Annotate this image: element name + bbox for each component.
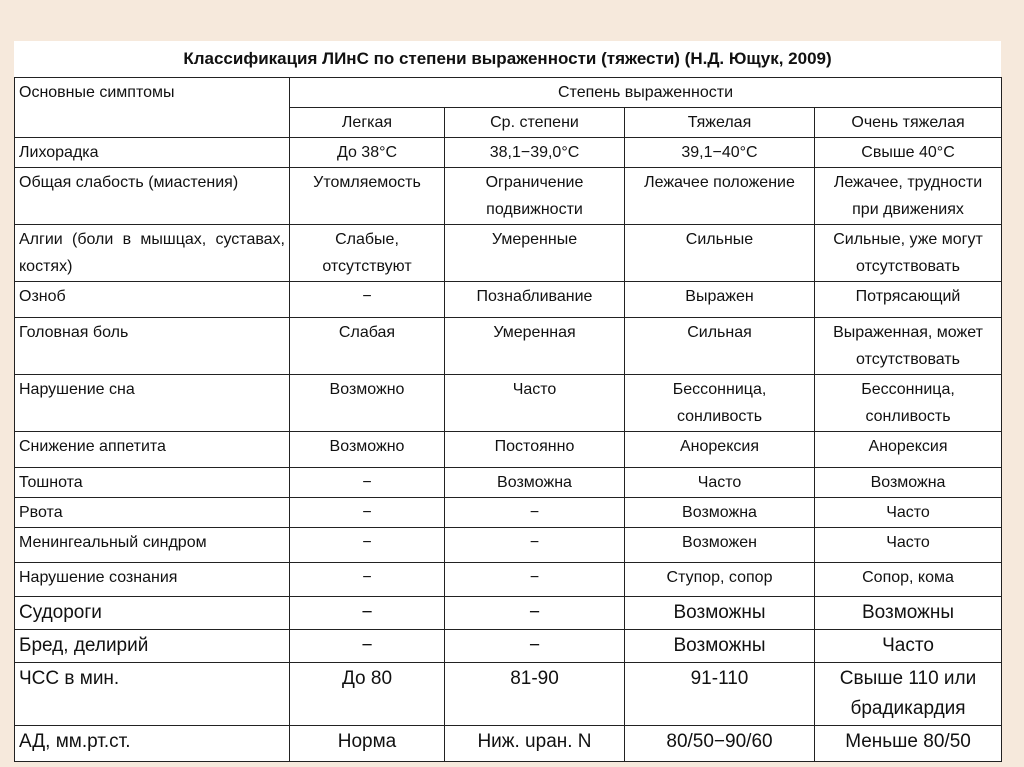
- symptom-cell: Нарушение сознания: [15, 563, 290, 597]
- value-cell: Сопор, кома: [815, 563, 1002, 597]
- value-cell: Возможна: [815, 468, 1002, 498]
- symptom-cell: Тошнота: [15, 468, 290, 498]
- value-cell: Возможна: [625, 498, 815, 528]
- value-cell: 91-110: [625, 663, 815, 726]
- value-cell: Утомляемость: [290, 168, 445, 225]
- table-row: [15, 282, 1002, 318]
- symptom-cell: Головная боль: [15, 318, 290, 375]
- symptom-cell: Рвота: [15, 498, 290, 528]
- value-cell: Ниж. uран. N: [445, 726, 625, 762]
- table-row: [15, 630, 1002, 663]
- value-cell: Анорексия: [815, 432, 1002, 468]
- value-cell: Анорексия: [625, 432, 815, 468]
- symptom-cell: Бред, делирий: [15, 630, 290, 663]
- value-cell: Сильная: [625, 318, 815, 375]
- level-header-very-severe: Очень тяжелая: [815, 108, 1002, 138]
- level-header-moderate: Ср. степени: [445, 108, 625, 138]
- value-cell: Умеренные: [445, 225, 625, 282]
- value-cell: Возможно: [290, 432, 445, 468]
- value-cell: Слабая: [290, 318, 445, 375]
- value-cell: Сильные, уже могут отсутствовать: [815, 225, 1002, 282]
- value-cell: Возможны: [625, 630, 815, 663]
- table-row: [15, 225, 1002, 282]
- table-row: [15, 138, 1002, 168]
- value-cell: Постоянно: [445, 432, 625, 468]
- symptom-cell: Озноб: [15, 282, 290, 318]
- table-row: [15, 168, 1002, 225]
- value-cell: Бессонница, сонливость: [815, 375, 1002, 432]
- symptom-cell: АД, мм.рт.ст.: [15, 726, 290, 762]
- symptom-cell: Алгии (боли в мышцах, суставах, костях): [15, 225, 290, 282]
- value-cell: Познабливание: [445, 282, 625, 318]
- value-cell: Слабые, отсутствуют: [290, 225, 445, 282]
- value-cell: Сильные: [625, 225, 815, 282]
- value-cell: −: [290, 528, 445, 563]
- table-row: [15, 563, 1002, 597]
- table-row: [15, 432, 1002, 468]
- symptom-cell: Снижение аппетита: [15, 432, 290, 468]
- symptom-cell: Лихорадка: [15, 138, 290, 168]
- table-row: [15, 663, 1002, 726]
- value-cell: 39,1−40°С: [625, 138, 815, 168]
- value-cell: Возможна: [445, 468, 625, 498]
- value-cell: −: [290, 597, 445, 630]
- severity-header: Степень выраженности: [290, 78, 1002, 108]
- table-title: Классификация ЛИнС по степени выраженности (тяжести) (Н.Д. Ющук, 2009): [14, 41, 1001, 77]
- symptom-cell: Судороги: [15, 597, 290, 630]
- value-cell: Лежачее, трудности при движениях: [815, 168, 1002, 225]
- value-cell: До 38°С: [290, 138, 445, 168]
- value-cell: −: [445, 528, 625, 563]
- value-cell: −: [445, 563, 625, 597]
- value-cell: Ограничение подвижности: [445, 168, 625, 225]
- severity-table: [14, 77, 1002, 762]
- value-cell: Бессонница, сонливость: [625, 375, 815, 432]
- value-cell: 38,1−39,0°С: [445, 138, 625, 168]
- table-row: [15, 468, 1002, 498]
- value-cell: Часто: [815, 528, 1002, 563]
- value-cell: Умеренная: [445, 318, 625, 375]
- value-cell: Меньше 80/50: [815, 726, 1002, 762]
- value-cell: −: [290, 563, 445, 597]
- level-header-mild: Легкая: [290, 108, 445, 138]
- table-row: [15, 318, 1002, 375]
- symptom-cell: ЧСС в мин.: [15, 663, 290, 726]
- value-cell: Потрясающий: [815, 282, 1002, 318]
- symptom-cell: Нарушение сна: [15, 375, 290, 432]
- value-cell: Часто: [815, 630, 1002, 663]
- value-cell: Норма: [290, 726, 445, 762]
- value-cell: −: [445, 498, 625, 528]
- value-cell: Возможны: [625, 597, 815, 630]
- value-cell: Свыше 40°С: [815, 138, 1002, 168]
- value-cell: Часто: [445, 375, 625, 432]
- symptom-cell: Общая слабость (миастения): [15, 168, 290, 225]
- value-cell: −: [290, 282, 445, 318]
- value-cell: Часто: [625, 468, 815, 498]
- value-cell: −: [290, 630, 445, 663]
- value-cell: Часто: [815, 498, 1002, 528]
- table-row: [15, 375, 1002, 432]
- value-cell: −: [290, 468, 445, 498]
- header-row: [15, 78, 1002, 108]
- symptom-cell: Менингеальный синдром: [15, 528, 290, 563]
- symptoms-header: Основные симптомы: [15, 78, 290, 138]
- value-cell: Ступор, сопор: [625, 563, 815, 597]
- value-cell: Возможен: [625, 528, 815, 563]
- value-cell: 81-90: [445, 663, 625, 726]
- value-cell: Свыше 110 или брадикардия: [815, 663, 1002, 726]
- value-cell: Возможно: [290, 375, 445, 432]
- value-cell: До 80: [290, 663, 445, 726]
- table-row: [15, 498, 1002, 528]
- value-cell: −: [445, 597, 625, 630]
- value-cell: Лежачее положение: [625, 168, 815, 225]
- value-cell: −: [445, 630, 625, 663]
- value-cell: Возможны: [815, 597, 1002, 630]
- table-row: [15, 597, 1002, 630]
- value-cell: 80/50−90/60: [625, 726, 815, 762]
- table-row: [15, 528, 1002, 563]
- value-cell: Выраженная, может отсутствовать: [815, 318, 1002, 375]
- table-row: [15, 726, 1002, 762]
- level-header-severe: Тяжелая: [625, 108, 815, 138]
- value-cell: −: [290, 498, 445, 528]
- value-cell: Выражен: [625, 282, 815, 318]
